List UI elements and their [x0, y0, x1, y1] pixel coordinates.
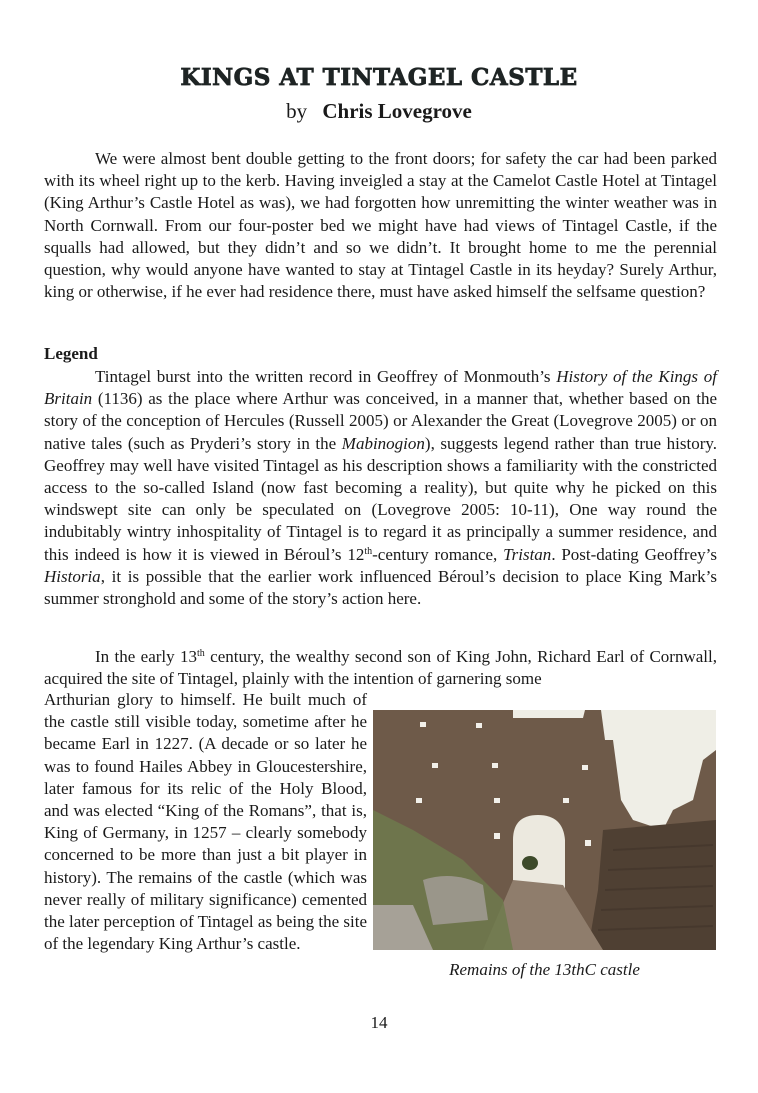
text-run: . Post-dating Geoffrey’s [551, 544, 717, 564]
book-title: History of the Kings of Britain [44, 367, 717, 409]
text-run: Tintagel burst into the written record in Geoffrey of Monmouth’s [95, 367, 557, 386]
page-number: 14 [370, 1013, 388, 1032]
castle-ruins-image [373, 710, 716, 950]
ordinal-superscript: th [197, 648, 205, 659]
section-heading-legend: Legend [44, 344, 98, 363]
text-run: ), suggests legend rather than true history. Geoffrey may well have visited Tintagel as his description shows a familiarity with the constricted access to the so-called Island (now fast becoming a reality), but quite why he picked on this windswept site can only be speculated on (Lovegrove 2005: 10-11), One way round the indubitably wintry inhospitality of Tintagel is to regard it as principally a summer residence, and this indeed is how it is viewed in Béroul’s 12 [44, 433, 717, 564]
article-title: KINGS AT TINTAGEL CASTLE [180, 64, 578, 91]
byline-prefix: by [286, 99, 308, 123]
book-title: Mabinogion [341, 433, 425, 453]
byline [0, 99, 758, 124]
text-run: , it is possible that the earlier work influenced Béroul’s decision to place King Mark’s summer stronghold and some of the story’s action here. [44, 566, 717, 609]
text-run: (1136) as the place where Arthur was conceived, in a manner that, whether based on the story of the conception of Hercules (Russell 2005) or Alexander the Great (Lovegrove 2005) or on native tales (such as Pryderi’s story in the [44, 389, 717, 453]
book-title: Tristan [503, 544, 552, 564]
legend-paragraph [44, 366, 717, 610]
richard-paragraph-continued: Arthurian glory to himself. He built much of the castle still visible today, sometime after he became Earl in 1227. (A decade or so later he was to found Hailes Abbey in Gloucestershire, later famous for its relic of the Holy Blood, and was elected “King of the Romans”, that is, King of Germany, in 1257 – clearly somebody concerned to be more than just a bit player in history). The remains of the castle (which was never really of military significance) cemented the later perception of Tintagel as being the site of the legendary King Arthur’s castle. [44, 690, 367, 954]
photo-caption: Remains of the 13thC castle [449, 960, 640, 979]
text-run: In the early 13 [95, 647, 197, 666]
intro-paragraph: We were almost bent double getting to the front doors; for safety the car had been parked with its wheel right up to the kerb. Having inveigled a stay at the Camelot Castle Hotel at Tintagel (King Arthur’s Castle Hotel as was), we had forgotten how unremitting the winter weather was in North Cornwall. From our four-poster bed we might have had views of Tintagel Castle, if the squalls had allowed, but they didn’t and so we didn’t. It brought home to me the perennial question, why would anyone have wanted to stay at Tintagel Castle in its heyday? Surely Arthur, king or otherwise, if he ever had residence there, must have asked himself the selfsame question? [44, 149, 717, 302]
richard-paragraph [44, 646, 717, 690]
book-title: Historia [44, 566, 101, 586]
castle-ruins-photo [373, 710, 716, 950]
ordinal-superscript: th [364, 545, 373, 557]
author-name: Chris Lovegrove [322, 99, 472, 123]
text-run: -century romance, [372, 544, 504, 564]
text-run: century, the wealthy second son of King John, Richard Earl of Cornwall, acquired the site of Tintagel, plainly with the intention of garnering some [44, 647, 717, 689]
